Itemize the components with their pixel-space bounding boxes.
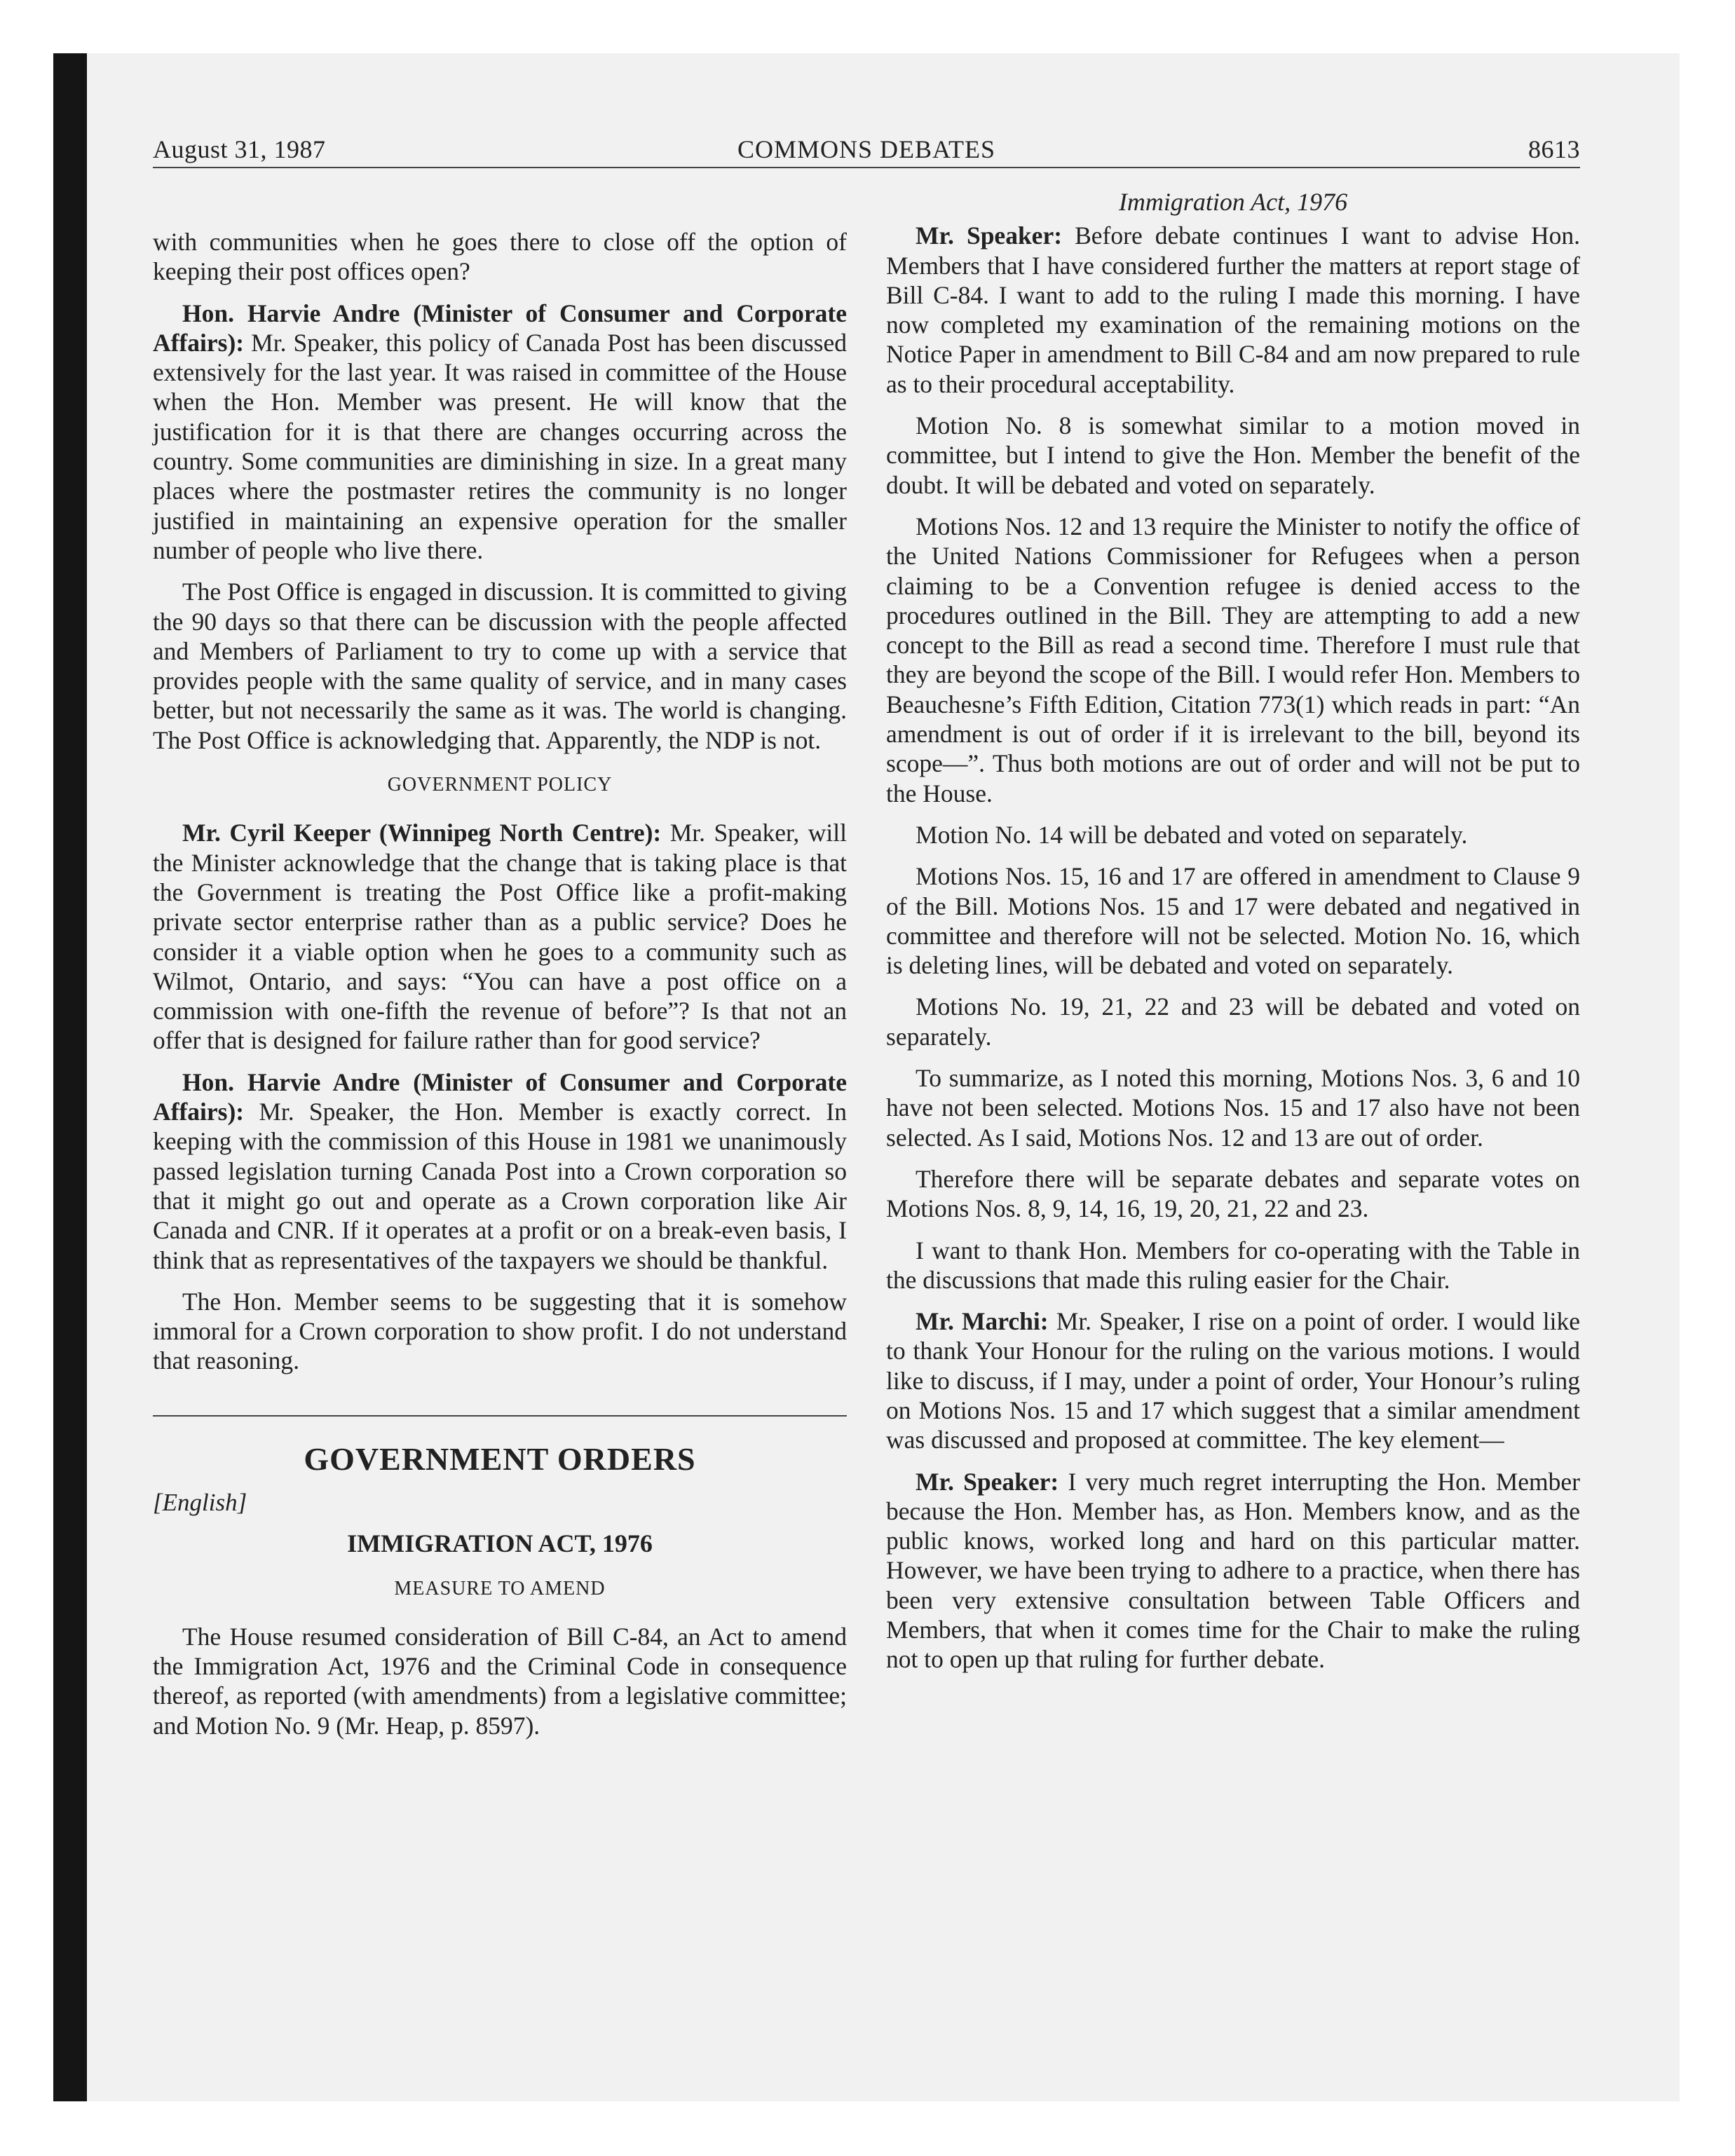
paragraph-post-office: The Post Office is engaged in discussion. It is committed to giving the 90 days so that there can be discussion with the people affected and Members of Parliament to try to come up with a service that provides people with the same quality of service, and in many cases better, but not necessarily the same as it was. The world is changing. The Post Office is acknowledging that. Apparently, the NDP is not. <box>153 578 847 754</box>
header-rule <box>153 167 1580 168</box>
paragraph-thank: I want to thank Hon. Members for co-operating with the Table in the discussions that made this ruling easier for the Chair. <box>886 1236 1580 1294</box>
paragraph-motions-12-13: Motions Nos. 12 and 13 require the Minister to notify the office of the United Nations Commissioner for Refugees when a person claiming to be a Convention refugee is denied access to the procedures outlined in the Bill. They are attempting to add a new concept to the Bill as read a second time. Therefore I must rule that they are beyond the scope of the Bill. I would refer Hon. Members to Beauchesne’s Fifth Edition, Citation 773(1) which reads in part: “An amendment is out of order if it is irrelevant to the bill, beyond its scope—”. Thus both motions are out of order and will not be put to the House. <box>886 512 1580 807</box>
right-column <box>886 187 1580 1686</box>
speaker-name: Mr. Speaker: <box>916 221 1063 250</box>
speech-text: Mr. Speaker, will the Minister acknowledge that the change that is taking place is that the Government is treating the Post Office like a profit-making private sector enterprise rather than as a public service? Does he consider it a viable option when he goes to a community such as Wilmot, Ontario, and says: “You can have a post office on a commission with one-fifth the revenue of before”? Is that not an offer that is designed for failure rather than for good service? <box>153 819 847 1055</box>
speech-text: Mr. Speaker, the Hon. Member is exactly correct. In keeping with the commission of this House in 1981 we unanimously passed legislation turning Canada Post into a Crown corporation so that it might go out and operate as a Crown corporation like Air Canada and CNR. If it operates at a profit or on a break-even basis, I think that as representatives of the taxpayers we should be thankful. <box>153 1098 848 1274</box>
running-subject: Immigration Act, 1976 <box>1118 188 1348 216</box>
act-title: IMMIGRATION ACT, 1976 <box>347 1529 653 1558</box>
speech-text: I very much regret interrupting the Hon. Member because the Hon. Member has, as Hon. Members know, and as the public knows, worked long and hard on this particular matter. However, we have been trying to adhere to a practice, when there has been very extensive consultation between Table Officers and Members, that when it comes time for the Chair to make the ruling not to open up that ruling for further debate. <box>886 1467 1580 1674</box>
act-subhead: MEASURE TO AMEND <box>394 1577 606 1599</box>
paragraph-continued: with communities when he goes there to close off the option of keeping their post offices open? <box>153 228 847 286</box>
paragraph-motion-14: Motion No. 14 will be debated and voted on separately. <box>916 820 1468 849</box>
speech-andre-2 <box>153 1067 847 1275</box>
subhead-government-policy: GOVERNMENT POLICY <box>387 774 613 796</box>
header-title: COMMONS DEBATES <box>737 135 996 163</box>
paragraph-house-resumed: The House resumed consideration of Bill C-84, an Act to amend the Immigration Act, 1976 and the Criminal Code in consequence thereof, as reported (with amendments) from a legislative committee; and Motion No. 9 (Mr. Heap, p. 8597). <box>153 1622 847 1740</box>
left-column <box>153 227 847 1752</box>
speaker-name: Hon. Harvie Andre (Minister of Consumer and Corporate Affairs): <box>153 1067 847 1126</box>
speech-text: Before debate continues I want to advise Hon. Members that I have considered further the matters at report stage of Bill C-84. I want to add to the ruling I made this morning. I have now completed my examination of the remaining motions on the Notice Paper in amendment to Bill C-84 and am now prepared to rule as to their procedural acceptability. <box>886 221 1581 398</box>
paragraph-immoral: The Hon. Member seems to be suggesting that it is somehow immoral for a Crown corporation to show profit. I do not understand that reasoning. <box>153 1287 847 1375</box>
paragraph-motions-19-23: Motions No. 19, 21, 22 and 23 will be debated and voted on separately. <box>886 992 1580 1051</box>
section-title: GOVERNMENT ORDERS <box>304 1440 696 1477</box>
speech-speaker-1 <box>886 221 1580 399</box>
speech-text: Mr. Speaker, I rise on a point of order. I would like to thank Your Honour for the ruling on the various motions. I would like to discuss, if I may, under a point of order, Your Honour’s ruling on Motions Nos. 15 and 17 which suggest that a similar amendment was discussed and proposed at committee. The key element— <box>886 1307 1580 1454</box>
speech-marchi <box>886 1306 1580 1454</box>
speech-speaker-2 <box>886 1467 1580 1674</box>
speaker-name: Mr. Speaker: <box>916 1467 1059 1496</box>
speaker-name: Mr. Marchi: <box>916 1307 1049 1336</box>
header-page-number: 8613 <box>1528 135 1580 163</box>
speaker-name: Mr. Cyril Keeper (Winnipeg North Centre): <box>182 819 662 847</box>
section-rule <box>153 1415 847 1417</box>
paragraph-summarize: To summarize, as I noted this morning, Motions Nos. 3, 6 and 10 have not been selected. Motions Nos. 15 and 17 also have not been selected. As I said, Motions Nos. 12 and 13 are out of order. <box>886 1064 1580 1152</box>
scan-binding-edge <box>53 53 87 2101</box>
paragraph-motion-8: Motion No. 8 is somewhat similar to a motion moved in committee, but I intend to give the Hon. Member the benefit of the doubt. It will be debated and voted on separately. <box>886 411 1580 499</box>
speech-keeper <box>153 818 847 1055</box>
paragraph-motions-15-17: Motions Nos. 15, 16 and 17 are offered in amendment to Clause 9 of the Bill. Motions Nos. 15 and 17 were debated and negatived in committee and therefore will not be selected. Motion No. 16, which is deleting lines, will be debated and voted on separately. <box>886 862 1580 980</box>
paragraph-therefore: Therefore there will be separate debates and separate votes on Motions Nos. 8, 9, 14, 16, 19, 20, 21, 22 and 23. <box>886 1164 1580 1223</box>
speech-andre-1 <box>153 299 847 566</box>
speaker-name: Hon. Harvie Andre (Minister of Consumer and Corporate Affairs): <box>153 299 847 357</box>
header-date: August 31, 1987 <box>153 135 326 163</box>
speech-text: Mr. Speaker, this policy of Canada Post has been discussed extensively for the last year. It was raised in committee of the House when the Hon. Member was present. He will know that the justification for it is that there are changes occurring across the country. Some communities are diminishing in size. In a great many places where the postmaster retires the community is no longer justified in maintaining an expensive operation for the smaller number of people who live there. <box>153 328 848 564</box>
language-tag: [English] <box>153 1488 247 1516</box>
